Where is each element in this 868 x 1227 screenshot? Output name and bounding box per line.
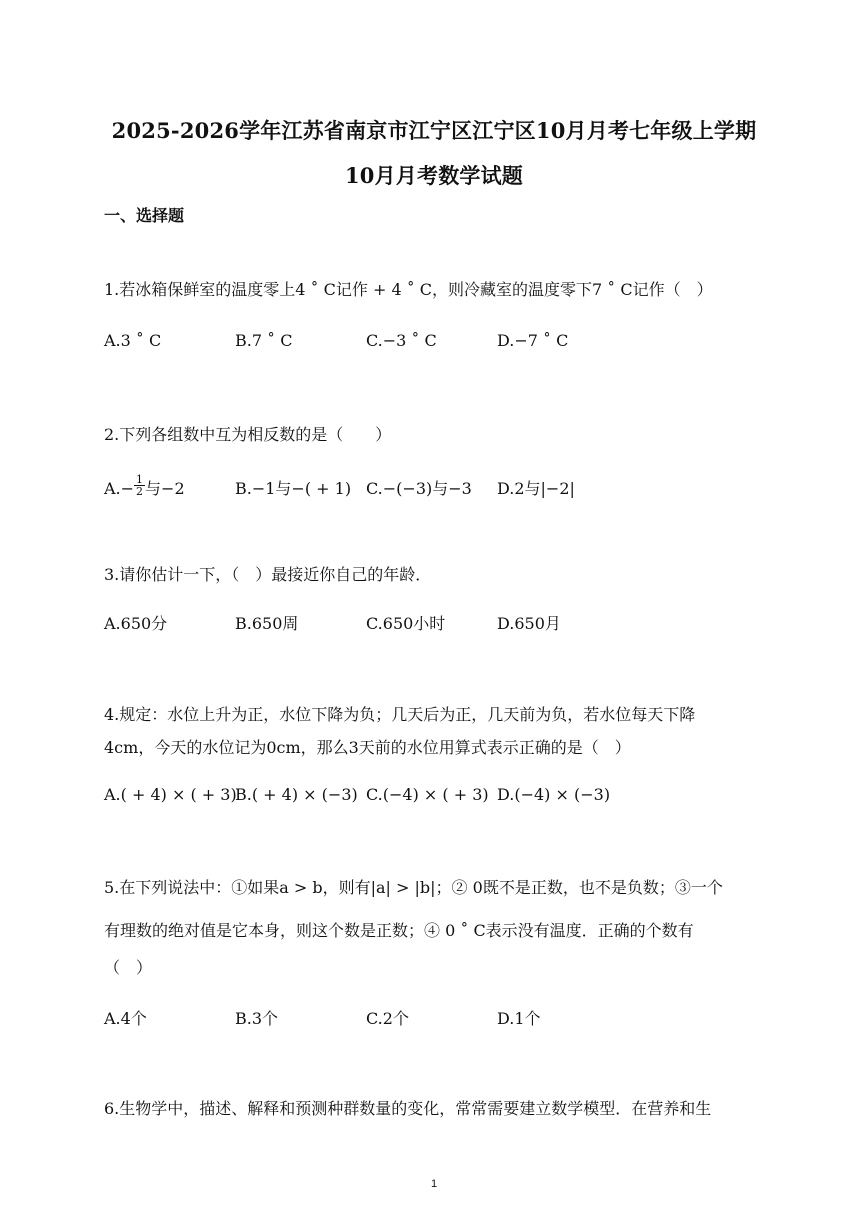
question-1-option-b: B.7 ˚ C: [235, 331, 293, 350]
question-6-text-line-1: 6.生物学中，描述、解释和预测种群数量的变化，常常需要建立数学模型．在营养和生: [104, 1099, 712, 1118]
question-5-text-line-3: （ ）: [104, 958, 153, 977]
page-title: 2025-2026学年江苏省南京市江宁区江宁区10月月考七年级上学期: [111, 118, 757, 143]
page-subtitle: 10月月考数学试题: [344, 163, 524, 188]
option-a-suffix: 与−2: [145, 479, 185, 498]
fraction: [134, 474, 145, 497]
question-2-option-a: [104, 473, 185, 501]
option-a-prefix: A.−: [104, 479, 135, 498]
question-1-text: 1.若冰箱保鲜室的温度零上4 ˚ C记作 + 4 ˚ C，则冷藏室的温度零下7 ˚ C记作（ ）: [104, 280, 713, 299]
question-3-text: 3.请你估计一下，（ ）最接近你自己的年龄．: [104, 565, 432, 584]
page-number: 1: [430, 1178, 438, 1190]
question-3-option-d: D.650月: [497, 614, 561, 633]
question-4-option-a: A.( + 4) × ( + 3): [104, 785, 237, 804]
question-1-option-d: D.−7 ˚ C: [497, 331, 569, 350]
question-4-text-line-2: 4cm，今天的水位记为0cm，那么3天前的水位用算式表示正确的是（ ）: [104, 738, 631, 757]
question-3-option-b: B.650周: [235, 614, 299, 633]
question-2-option-c: C.−(−3)与−3: [366, 479, 472, 498]
question-3-option-a: A.650分: [104, 614, 168, 633]
section-heading: 一、选择题: [104, 206, 185, 225]
question-2-option-d: D.2与|−2|: [497, 479, 575, 498]
question-1-option-c: C.−3 ˚ C: [366, 331, 437, 350]
question-5-option-a: A.4个: [104, 1009, 147, 1028]
question-5-text-line-2: 有理数的绝对值是它本身，则这个数是正数；④ 0 ˚ C表示没有温度．正确的个数有: [104, 921, 694, 940]
question-2-option-b: B.−1与−( + 1): [235, 479, 352, 498]
question-5-text-line-1: 5.在下列说法中：①如果a > b，则有|a| > |b|；② 0既不是正数，也不是负数；③一个: [104, 878, 723, 897]
fraction-numerator: 1: [136, 473, 144, 486]
question-5-option-c: C.2个: [366, 1009, 409, 1028]
question-4-option-d: D.(−4) × (−3): [497, 785, 611, 804]
question-1-option-a: A.3 ˚ C: [104, 331, 162, 350]
question-5-option-b: B.3个: [235, 1009, 279, 1028]
fraction-denominator: 2: [136, 485, 144, 498]
question-5-option-d: D.1个: [497, 1009, 541, 1028]
question-4-option-c: C.(−4) × ( + 3): [366, 785, 489, 804]
question-4-text-line-1: 4.规定：水位上升为正，水位下降为负；几天后为正，几天前为负，若水位每天下降: [104, 705, 696, 724]
question-2-text: 2.下列各组数中互为相反数的是（ ）: [104, 425, 392, 444]
question-4-option-b: B.( + 4) × (−3): [235, 785, 358, 804]
question-3-option-c: C.650小时: [366, 614, 446, 633]
